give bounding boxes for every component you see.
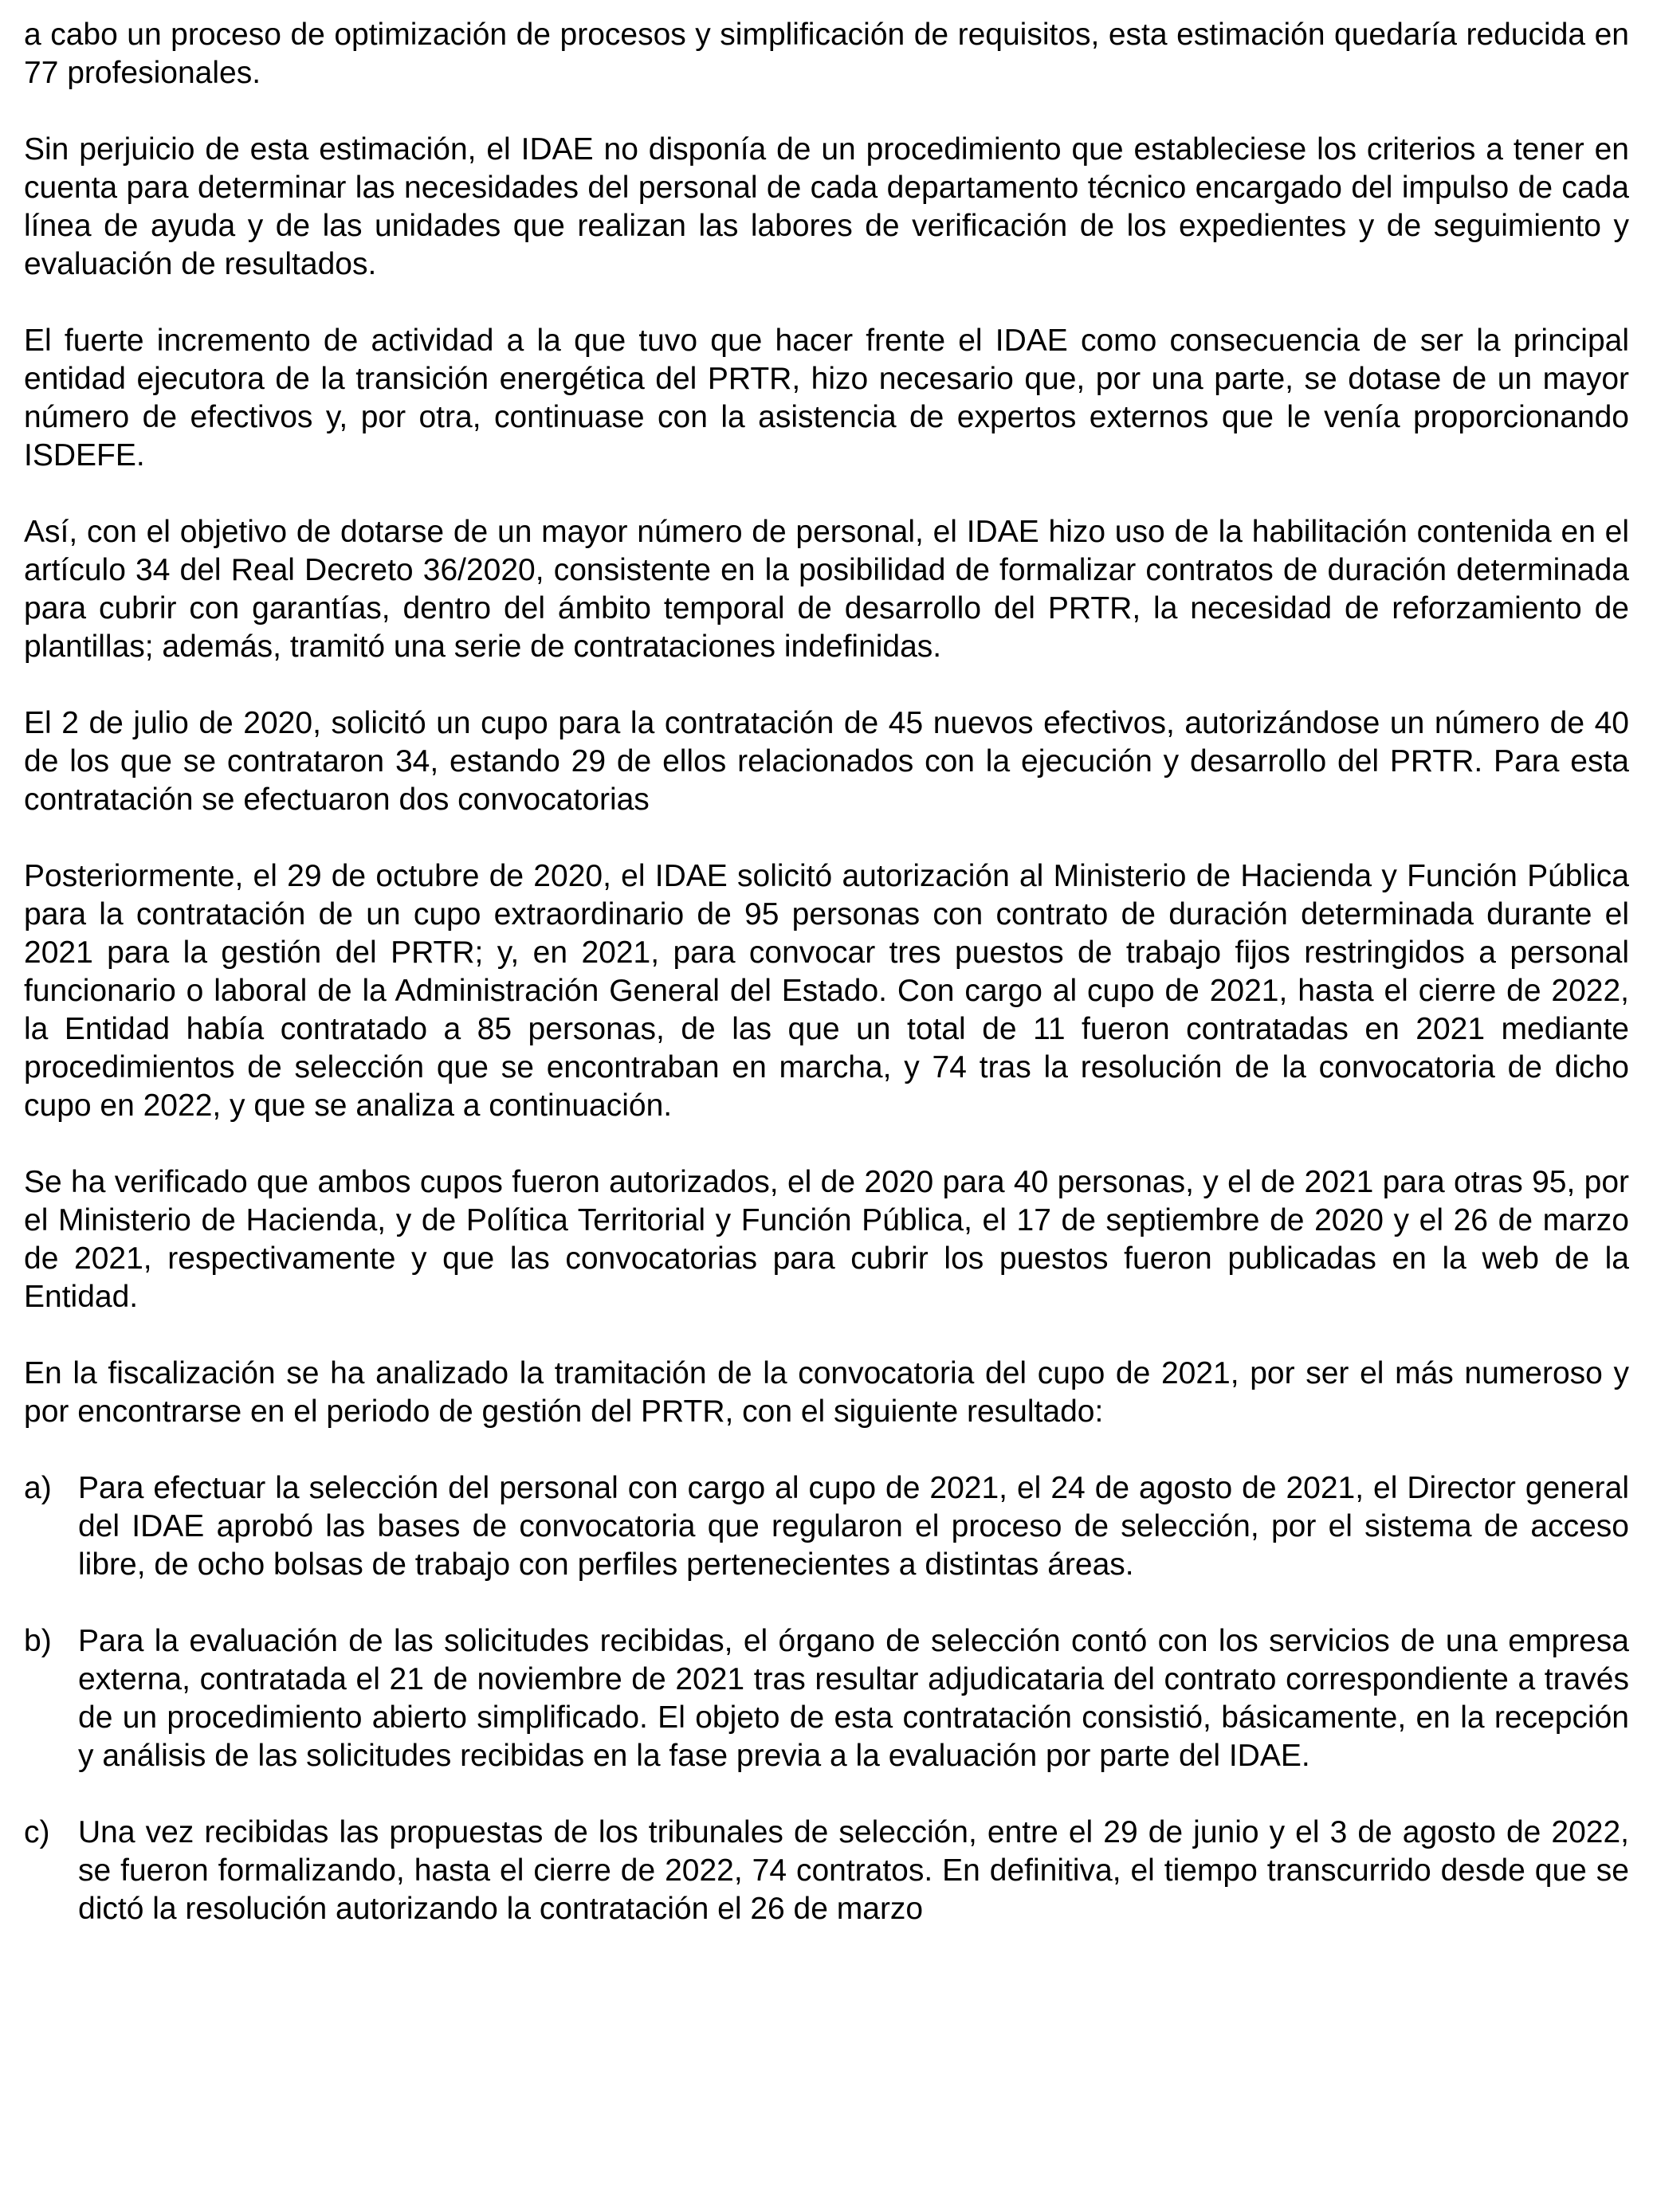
paragraph: El fuerte incremento de actividad a la que tuvo que hacer frente el IDAE como consecuencia de ser la principal entidad ejecutora de la transición energética del PRTR, hizo necesario que, por una parte, se dotase de un mayor número de efectivos y, por otra, continuase con la asistencia de expertos externos que le venía proporcionando ISDEFE. (24, 324, 1629, 473)
list-item-b (24, 1622, 1629, 1775)
paragraph: Así, con el objetivo de dotarse de un mayor número de personal, el IDAE hizo uso de la habilitación contenida en el artículo 34 del Real Decreto 36/2020, consistente en la posibilidad de formalizar contratos de duración determinada para cubrir con garantías, dentro del ámbito temporal de desarrollo del PRTR, la necesidad de reforzamiento de plantillas; además, tramitó una serie de contrataciones indefinidas. (24, 515, 1629, 664)
paragraph-continuation: a cabo un proceso de optimización de procesos y simplificación de requisitos, esta estimación quedaría reducida en 77 profesionales. (24, 18, 1629, 90)
paragraph: El 2 de julio de 2020, solicitó un cupo para la contratación de 45 nuevos efectivos, autorizándose un número de 40 de los que se contrataron 34, estando 29 de ellos relacionados con la ejecución y desarrollo del PRTR. Para esta contratación se efectuaron dos convocatorias (24, 706, 1629, 817)
list-item-text: Una vez recibidas las propuestas de los tribunales de selección, entre el 29 de junio y el 3 de agosto de 2022, se fueron formalizando, hasta el cierre de 2022, 74 contratos. En definitiva, el tiempo transcurrido desde que se dictó la resolución autorizando la contratación el 26 de marzo (78, 1815, 1629, 1926)
list-marker: a) (24, 1471, 52, 1505)
list-item-text: Para efectuar la selección del personal con cargo al cupo de 2021, el 24 de agosto de 2021, el Director general del IDAE aprobó las bases de convocatoria que regularon el proceso de selección, por el sistema de acceso libre, de ocho bolsas de trabajo con perfiles pertenecientes a distintas áreas. (78, 1471, 1629, 1582)
list-marker: c) (24, 1815, 50, 1849)
paragraph: Sin perjuicio de esta estimación, el IDAE no disponía de un procedimiento que estableciese los criterios a tener en cuenta para determinar las necesidades del personal de cada departamento técnico encargado del impulso de cada línea de ayuda y de las unidades que realizan las labores de verificación de los expedientes y de seguimiento y evaluación de resultados. (24, 132, 1629, 281)
paragraph: Posteriormente, el 29 de octubre de 2020, el IDAE solicitó autorización al Ministerio de Hacienda y Función Pública para la contratación de un cupo extraordinario de 95 personas con contrato de duración determinada durante el 2021 para la gestión del PRTR; y, en 2021, para convocar tres puestos de trabajo fijos restringidos a personal funcionario o laboral de la Administración General del Estado. Con cargo al cupo de 2021, hasta el cierre de 2022, la Entidad había contratado a 85 personas, de las que un total de 11 fueron contratadas en 2021 mediante procedimientos de selección que se encontraban en marcha, y 74 tras la resolución de la convocatoria de dicho cupo en 2022, y que se analiza a continuación. (24, 859, 1629, 1123)
list-item-a (24, 1469, 1629, 1584)
list-item-c (24, 1814, 1629, 1928)
paragraph: Se ha verificado que ambos cupos fueron autorizados, el de 2020 para 40 personas, y el de 2021 para otras 95, por el Ministerio de Hacienda, y de Política Territorial y Función Pública, el 17 de septiembre de 2020 y el 26 de marzo de 2021, respectivamente y que las convocatorias para cubrir los puestos fueron publicadas en la web de la Entidad. (24, 1165, 1629, 1314)
list-marker: b) (24, 1624, 52, 1658)
list-item-text: Para la evaluación de las solicitudes recibidas, el órgano de selección contó con los servicios de una empresa externa, contratada el 21 de noviembre de 2021 tras resultar adjudicataria del contrato correspondiente a través de un procedimiento abierto simplificado. El objeto de esta contratación consistió, básicamente, en la recepción y análisis de las solicitudes recibidas en la fase previa a la evaluación por parte del IDAE. (78, 1624, 1629, 1773)
paragraph-list-intro: En la fiscalización se ha analizado la tramitación de la convocatoria del cupo de 2021, por ser el más numeroso y por encontrarse en el periodo de gestión del PRTR, con el siguiente resultado: (24, 1356, 1629, 1429)
